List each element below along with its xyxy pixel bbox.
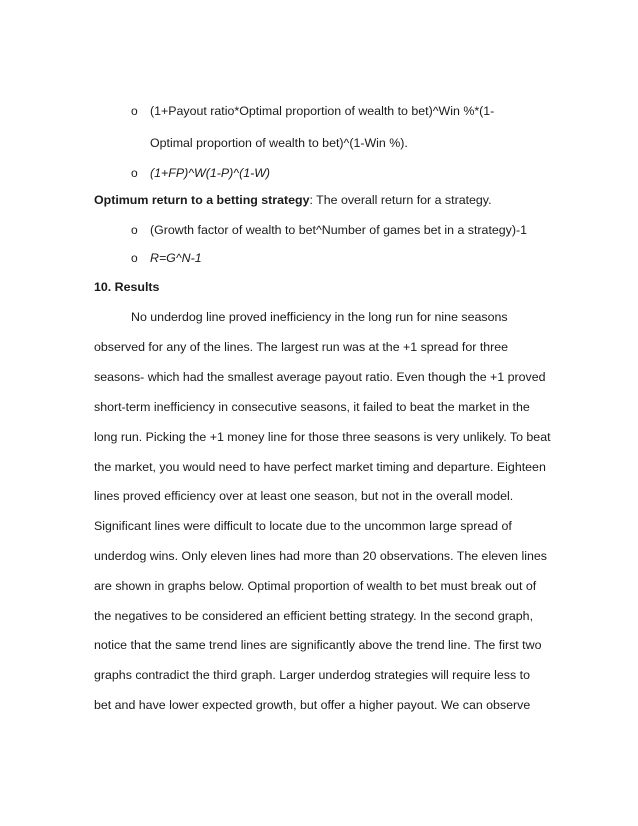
- optimum-return-definition: [94, 192, 492, 208]
- paragraph-line: underdog wins. Only eleven lines had more than 20 observations. The eleven lines: [94, 549, 547, 563]
- optimum-return-term: Optimum return to a betting strategy: [94, 193, 310, 207]
- section-heading: 10. Results: [94, 280, 160, 294]
- paragraph-line: the market, you would need to have perfect market timing and departure. Eighteen: [94, 460, 546, 474]
- optimum-return-item-2: R=G^N-1: [150, 251, 202, 265]
- optimum-return-text: : The overall return for a strategy.: [309, 193, 492, 207]
- paragraph-line: long run. Picking the +1 money line for those three seasons is very unlikely. To beat: [94, 430, 551, 444]
- formula-item-2: (1+FP)^W(1-P)^(1-W): [150, 166, 271, 180]
- paragraph-line: lines proved efficiency over at least one season, but not in the overall model.: [94, 489, 514, 503]
- bullet-marker: o: [131, 223, 138, 237]
- paragraph-line: notice that the same trend lines are significantly above the trend line. The first two: [94, 638, 542, 652]
- bullet-marker: o: [131, 104, 138, 118]
- paragraph-line: the negatives to be considered an efficient betting strategy. In the second graph,: [94, 609, 534, 623]
- paragraph-line: are shown in graphs below. Optimal proportion of wealth to bet must break out of: [94, 579, 537, 593]
- paragraph-line: short-term inefficiency in consecutive seasons, it failed to beat the market in the: [94, 400, 530, 414]
- paragraph-line: bet and have lower expected growth, but offer a higher payout. We can observe: [94, 698, 531, 712]
- formula-item-1-line-1: (1+Payout ratio*Optimal proportion of wealth to bet)^Win %*(1-: [150, 104, 495, 118]
- paragraph-line: seasons- which had the smallest average payout ratio. Even though the +1 proved: [94, 370, 546, 384]
- paragraph-line: observed for any of the lines. The largest run was at the +1 spread for three: [94, 340, 509, 354]
- paragraph-line: No underdog line proved inefficiency in the long run for nine seasons: [131, 310, 508, 324]
- bullet-marker: o: [131, 166, 138, 180]
- paragraph-line: graphs contradict the third graph. Larger underdog strategies will require less to: [94, 668, 530, 682]
- formula-item-1-line-2: Optimal proportion of wealth to bet)^(1-Win %).: [150, 136, 408, 150]
- optimum-return-item-1: (Growth factor of wealth to bet^Number of games bet in a strategy)-1: [150, 223, 528, 237]
- bullet-marker: o: [131, 251, 138, 265]
- paragraph-line: Significant lines were difficult to locate due to the uncommon large spread of: [94, 519, 512, 533]
